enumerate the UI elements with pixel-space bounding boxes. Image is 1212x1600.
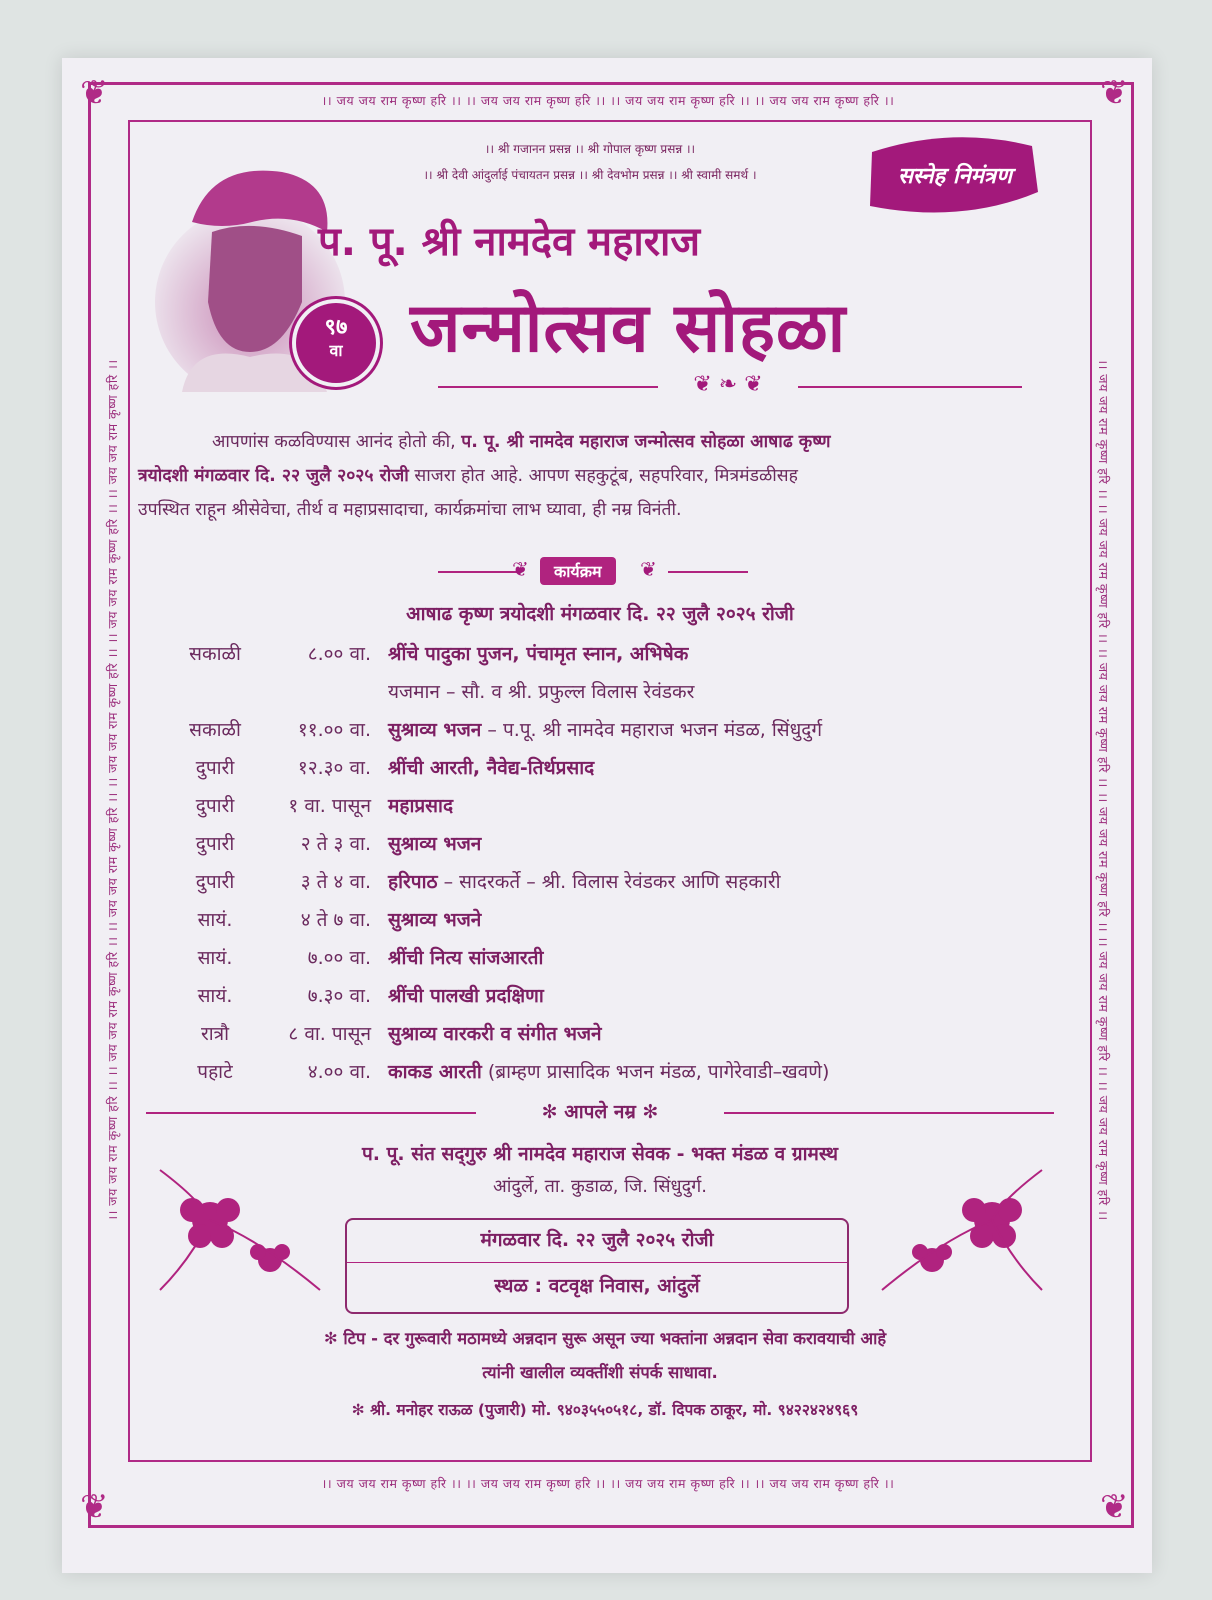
intro-line-2	[138, 459, 1078, 493]
seal-suffix: वा	[329, 341, 343, 360]
row-event	[388, 868, 781, 894]
venue-divider	[347, 1262, 847, 1263]
host-line-1: प. पू. संत सद्‌गुरु श्री नामदेव महाराज सेवक - भक्त मंडळ व ग्रामस्थ	[361, 1143, 839, 1165]
row-period: दुपारी	[195, 757, 235, 779]
row-event-bold: श्रींची नित्य सांजआरती	[388, 947, 544, 969]
row-event-bold: श्रींचे पादुका पुजन, पंचामृत स्नान, अभिषेक	[388, 643, 689, 665]
flower-right-icon	[862, 1140, 1062, 1300]
intro-line-3: उपस्थित राहून श्रीसेवेचा, तीर्थ व महाप्रसादाचा, कार्यक्रमांचा लाभ घ्यावा, ही नम्र विनंती.	[138, 500, 682, 520]
row-event	[388, 906, 481, 932]
program-divider-left	[438, 571, 518, 573]
row-period: सायं.	[197, 909, 233, 931]
row-event	[388, 982, 544, 1008]
row-time: ४.०० वा.	[307, 1061, 371, 1083]
venue-date: मंगळवार दि. २२ जुलै २०२५ रोजी	[480, 1229, 714, 1251]
border-chant-right: ।। जय जय राम कृष्ण हरि ।। ।। जय जय राम कृष्ण हरि ।। ।। जय जय राम कृष्ण हरि ।। ।। जय जय राम कृष्ण हरि ।। ।। जय जय राम कृष्ण हरि ।। ।। जय जय राम कृष्ण हरि ।।	[1096, 359, 1111, 1221]
row-event	[388, 716, 822, 742]
row-event	[388, 944, 543, 970]
divider-left	[438, 386, 658, 388]
row-event-bold: सुश्राव्य भजन	[388, 833, 482, 855]
border-chant-top: ।। जय जय राम कृष्ण हरि ।। ।। जय जय राम कृष्ण हरि ।। ।। जय जय राम कृष्ण हरि ।। ।। जय जय राम कृष्ण हरि ।।	[321, 93, 895, 108]
host-divider-left	[146, 1112, 476, 1114]
row-event	[388, 792, 453, 818]
corner-ornament-bottom-left-icon: ❦	[80, 1487, 109, 1527]
invocation-line-2: ।। श्री देवी आंदुर्लाई पंचायतन प्रसन्न ।। श्री देवभोम प्रसन्न ।। श्री स्वामी समर्थ ।	[423, 168, 757, 182]
row-event-bold: हरिपाठ	[388, 871, 438, 893]
row-period: पहाटे	[197, 1061, 233, 1083]
nimantran-text: सस्नेह निमंत्रण	[898, 164, 1012, 189]
border-chant-bottom: ।। जय जय राम कृष्ण हरि ।। ।। जय जय राम कृष्ण हरि ।। ।। जय जय राम कृष्ण हरि ।। ।। जय जय राम कृष्ण हरि ।।	[321, 1476, 895, 1491]
program-flourish-right-icon: ❦	[640, 557, 657, 581]
row-event-rest: – सादरकर्ते – श्री. विलास रेवंडकर आणि सहकारी	[437, 871, 781, 893]
row-time: १२.३० वा.	[297, 757, 371, 779]
note-line-2: त्यांनी खालील व्यक्तींशी संपर्क साधावा.	[482, 1363, 718, 1382]
row-event-rest: यजमान – सौ. व श्री. प्रफुल्ल विलास रेवंडकर	[388, 681, 695, 703]
row-period: दुपारी	[195, 795, 235, 817]
note-line-1: ✻ टिप - दर गुरूवारी मठामध्ये अन्नदान सुरू असून ज्या भक्तांना अन्नदान सेवा करावयाची आहे	[323, 1329, 887, 1348]
invocation-line-1: ।। श्री गजानन प्रसन्न ।। श्री गोपाल कृष्ण प्रसन्न ।।	[484, 142, 696, 156]
program-label-wrap	[540, 557, 616, 585]
row-time: ८.०० वा.	[307, 643, 371, 665]
program-label: कार्यक्रम	[540, 557, 616, 585]
row-event-bold: महाप्रसाद	[388, 795, 454, 817]
intro-p1-b: प. पू. श्री नामदेव महाराज जन्मोत्सव सोहळा आषाढ कृष्ण	[461, 432, 831, 452]
intro-p2-a: त्रयोदशी मंगळवार दि. २२ जुलै २०२५ रोजी	[138, 466, 409, 486]
row-time: ७.३० वा.	[307, 985, 371, 1007]
title-line-1: प. पू. श्री नामदेव महाराज	[318, 219, 701, 265]
row-time: ११.०० वा.	[297, 719, 371, 741]
flower-left-icon	[140, 1140, 340, 1300]
row-period: सायं.	[197, 985, 233, 1007]
intro-p1-a: आपणांस कळविण्यास आनंद होतो की,	[212, 432, 462, 452]
row-event	[388, 830, 481, 856]
row-event	[388, 678, 694, 704]
program-date-heading: आषाढ कृष्ण त्रयोदशी मंगळवार दि. २२ जुलै २०२५ रोजी	[406, 603, 794, 625]
row-period: सकाळी	[189, 719, 241, 741]
program-divider-right	[668, 571, 748, 573]
row-time: २ ते ३ वा.	[300, 833, 371, 855]
row-period: दुपारी	[195, 833, 235, 855]
row-event	[388, 640, 688, 666]
row-event-bold: श्रींची पालखी प्रदक्षिणा	[388, 985, 544, 1007]
row-time: ८ वा. पासून	[288, 1023, 371, 1045]
host-line-2: आंदुर्ले, ता. कुडाळ, जि. सिंधुदुर्ग.	[493, 1176, 707, 1197]
row-event-bold: सुश्राव्य भजने	[388, 909, 482, 931]
row-event	[388, 754, 594, 780]
row-period: सकाळी	[189, 643, 241, 665]
row-event	[388, 1058, 829, 1084]
row-period: रात्रौ	[200, 1023, 230, 1045]
row-time: ७.०० वा.	[307, 947, 371, 969]
title-line-2: जन्मोत्सव सोहळा	[410, 289, 847, 368]
program-flourish-left-icon: ❦	[512, 557, 529, 581]
flourish-icon: ❦ ❧ ❦	[693, 372, 763, 397]
row-time: ३ ते ४ वा.	[300, 871, 371, 893]
intro-p2-b: साजरा होत आहे. आपण सहकुटूंब, सहपरिवार, मित्रमंडळीसह	[408, 466, 798, 486]
border-chant-left: ।। जय जय राम कृष्ण हरि ।। ।। जय जय राम कृष्ण हरि ।। ।। जय जय राम कृष्ण हरि ।। ।। जय जय राम कृष्ण हरि ।। ।। जय जय राम कृष्ण हरि ।। ।। जय जय राम कृष्ण हरि ।।	[105, 359, 120, 1221]
anniversary-seal	[296, 303, 376, 383]
row-event-rest: (ब्राम्हण प्रासादिक भजन मंडळ, पागेरेवाडी–खवणे)	[481, 1061, 830, 1083]
divider-right	[798, 386, 1022, 388]
row-time: ४ ते ७ वा.	[300, 909, 371, 931]
row-event	[388, 1020, 602, 1046]
host-heading: ✻ आपले नम्र ✻	[541, 1101, 659, 1123]
row-event-bold: सुश्राव्य वारकरी व संगीत भजने	[388, 1023, 602, 1045]
seal-number: ९७	[324, 315, 348, 340]
row-time: १ वा. पासून	[288, 795, 371, 817]
intro-line-1	[212, 425, 1072, 459]
row-event-bold: काकड आरती	[388, 1061, 482, 1083]
corner-ornament-top-left-icon: ❦	[80, 73, 109, 113]
note-contact: ✻ श्री. मनोहर राऊळ (पुजारी) मो. ९४०३५५०५१८, डॉ. दिपक ठाकूर, मो. ९४२२४२४९६९	[351, 1401, 859, 1419]
row-period: सायं.	[197, 947, 233, 969]
venue-place: स्थळ : वटवृक्ष निवास, आंदुर्ले	[494, 1275, 700, 1297]
corner-ornament-bottom-right-icon: ❦	[1100, 1487, 1129, 1527]
row-event-bold: श्रींची आरती, नैवेद्य-तिर्थप्रसाद	[388, 757, 595, 779]
row-event-rest: – प.पू. श्री नामदेव महाराज भजन मंडळ, सिंधुदुर्ग	[481, 719, 823, 741]
row-period: दुपारी	[195, 871, 235, 893]
host-divider-right	[724, 1112, 1054, 1114]
corner-ornament-top-right-icon: ❦	[1100, 73, 1129, 113]
row-event-bold: सुश्राव्य भजन	[388, 719, 482, 741]
